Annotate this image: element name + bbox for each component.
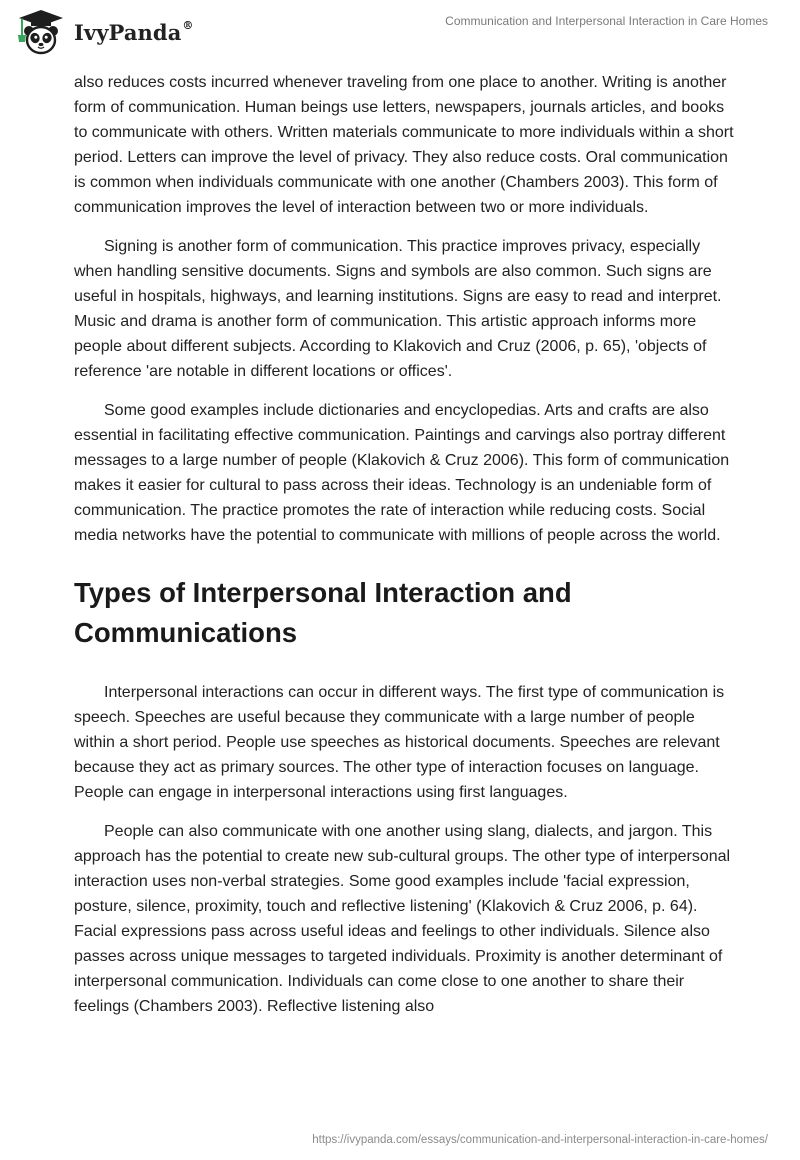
paragraph: People can also communicate with one another using slang, dialects, and jargon. This approach has the potential to create new sub-cultural groups. The other type of interpersonal interaction uses non-verbal strategies. Some good examples include 'facial expression, posture, silence, proximity, touch and reflective listening' (Klakovich & Cruz 2006, p. 64). Facial expressions pass across useful ideas and feelings to other individuals. Silence also passes across unique messages to targeted individuals. Proximity is another determinant of interpersonal communication. Individuals can come close to one another to share their feelings (Chambers 2003). Reflective listening also [74, 823, 731, 1015]
brand-text: IvyPanda [74, 19, 182, 45]
brand-name [74, 20, 194, 45]
source-url[interactable]: https://ivypanda.com/essays/communication-and-interpersonal-interaction-in-care-homes/ [312, 1134, 768, 1146]
paragraph: Some good examples include dictionaries and encyclopedias. Arts and crafts are also essential in facilitating effective communication. Paintings and carvings also portray different messages to a large number of people (Klakovich & Cruz 2006). This form of communication makes it easier for cultural to pass across their ideas. Technology is an undeniable form of communication. The practice promotes the rate of interaction while reducing costs. Social media networks have the potential to communicate with millions of people across the world. [74, 402, 730, 544]
panda-graduation-cap-icon [16, 9, 66, 57]
ivypanda-logo[interactable] [16, 9, 194, 57]
paragraph: Signing is another form of communication. This practice improves privacy, especially when handling sensitive documents. Signs and symbols are also common. Such signs are useful in hospitals, highways, and learning institutions. Signs are easy to read and interpret. Music and drama is another form of communication. This artistic approach informs more people about different subjects. According to Klakovich and Cruz (2006, p. 65), 'objects of reference 'are notable in different locations or offices'. [74, 238, 722, 380]
paragraph: Interpersonal interactions can occur in different ways. The first type of communication is speech. Speeches are useful because they communicate with a large number of people within a short period. People use speeches as historical documents. Speeches are relevant because they act as primary sources. The other type of interaction focuses on language. People can engage in interpersonal interactions using first languages. [74, 684, 725, 801]
paragraph: also reduces costs incurred whenever traveling from one place to another. Writing is another form of communication. Human beings use letters, newspapers, journals articles, and books to communicate with others. Written materials communicate to more individuals within a short period. Letters can improve the level of privacy. They also reduce costs. Oral communication is common when individuals communicate with one another (Chambers 2003). This form of communication improves the level of interaction between two or more individuals. [74, 74, 734, 216]
brand-registered-mark: ® [182, 18, 194, 32]
section-heading: Types of Interpersonal Interaction and Communications [74, 577, 572, 648]
essay-content [74, 70, 734, 1033]
page-header [0, 0, 800, 70]
document-title: Communication and Interpersonal Interaction in Care Homes [445, 14, 768, 28]
